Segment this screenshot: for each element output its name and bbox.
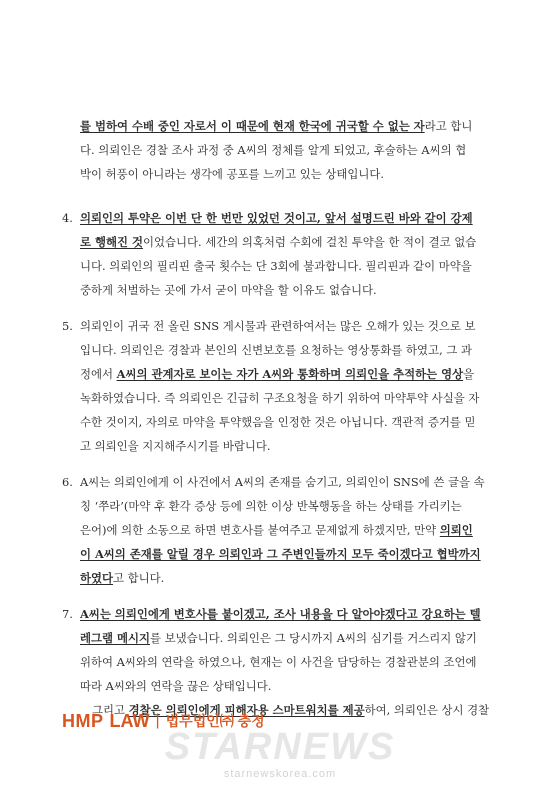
- emphasized-text: A씨는 의뢰인에게 변호사를 붙이겠고, 조사 내용을 다 알아야겠다고 강요하는 텔: [80, 607, 481, 621]
- emphasized-text: A씨의 관계자로 보이는 자가 A씨와 통화하며 의뢰인을 추적하는 영상: [116, 367, 464, 381]
- emphasized-text: 하였다: [80, 571, 114, 585]
- item-number: 6.: [62, 475, 73, 489]
- item-number: 7.: [62, 607, 73, 621]
- watermark-starnews: STARNEWS: [164, 726, 396, 768]
- item6-line-4: [80, 546, 481, 562]
- emphasized-text: 레그램 메시지: [80, 631, 150, 645]
- body-text: 은어)에 의한 소동으로 하면 변호사를 붙여주고 문제없게 하겠지만, 만약: [80, 523, 440, 537]
- logo-separator: |: [155, 712, 160, 729]
- body-text: 박이 허풍이 아니라는 생각에 공포를 느끼고 있는 상태입니다.: [80, 167, 385, 181]
- item7-line-4: [80, 678, 271, 694]
- body-text: 니다. 의뢰인의 필리핀 출국 횟수는 단 3회에 불과합니다. 필리핀과 같이 마약을: [80, 259, 472, 273]
- item6-line-1: [80, 474, 485, 490]
- item-number: 4.: [62, 211, 73, 225]
- item5-line-3: [80, 366, 474, 382]
- item7-line-3: [80, 654, 477, 670]
- body-text: 그리고: [92, 703, 129, 717]
- watermark-url: starnewskorea.com: [223, 768, 337, 780]
- body-text: 정에서: [80, 367, 117, 381]
- item4-line-3: [80, 258, 472, 274]
- body-text: 고 의뢰인을 지지해주시기를 바랍니다.: [80, 439, 271, 453]
- body-text: 다. 의뢰인은 경찰 조사 과정 중 A씨의 정체를 알게 되었고, 후술하는 A씨의 협: [80, 143, 467, 157]
- body-text: 이었습니다. 세간의 의혹처럼 수회에 걸친 투약을 한 적이 결코 없습: [142, 235, 477, 249]
- body-text: 따라 A씨와의 연락을 끊은 상태입니다.: [80, 679, 272, 693]
- item4-line-1: [80, 210, 473, 226]
- emphasized-text: 로 행해진 것: [80, 235, 143, 249]
- body-text: 의뢰인이 귀국 전 올린 SNS 게시물과 관련하여서는 많은 오해가 있는 것으로 보: [80, 319, 476, 333]
- intro-line-1: [80, 118, 472, 134]
- body-text: A씨는 의뢰인에게 이 사건에서 A씨의 존재를 숨기고, 의뢰인이 SNS에 쓴 글을 속: [80, 475, 485, 489]
- item7-line-1: [80, 606, 481, 622]
- logo-hmp-text: HMP: [62, 710, 104, 731]
- intro-line-2: [80, 142, 466, 158]
- body-text: 을: [463, 367, 475, 381]
- body-text: 고 합니다.: [113, 571, 165, 585]
- item-number: 5.: [62, 319, 73, 333]
- firm-logo: [62, 710, 265, 732]
- item4-line-2: [80, 234, 476, 250]
- intro-line-3: [80, 166, 384, 182]
- body-text: 를 보냈습니다. 의뢰인은 그 당시까지 A씨의 심기를 거스리지 않기: [150, 631, 477, 645]
- item5-line-1: [80, 318, 476, 334]
- body-text: 입니다. 의뢰인은 경찰과 본인의 신변보호를 요청하는 영상통화를 하였고, 그 과: [80, 343, 472, 357]
- item6-line-5: [80, 570, 164, 586]
- body-text: 녹화하였습니다. 즉 의뢰인은 긴급히 구조요청을 하기 위하여 마약투약 사실을 자: [80, 391, 480, 405]
- emphasized-text: 의뢰인: [439, 523, 473, 537]
- item5-line-4: [80, 390, 479, 406]
- body-text: 하여, 의뢰인은 상시 경찰: [364, 703, 490, 717]
- item7-line-2: [80, 630, 477, 646]
- body-text: 라고 합니: [424, 119, 473, 133]
- emphasized-text: 이 A씨의 존재를 알릴 경우 의뢰인과 그 주변인들까지 모두 죽이겠다고 협박까지: [80, 547, 481, 561]
- item5-line-6: [80, 438, 271, 454]
- emphasized-text: 를 범하여 수배 중인 자로서 이 때문에 현재 한국에 귀국할 수 없는 자: [80, 119, 425, 133]
- emphasized-text: 경찰은 의뢰인에게 피해자용 스마트워치를 제공: [128, 703, 365, 717]
- item5-line-5: [80, 414, 476, 430]
- body-text: 중하게 처벌하는 곳에 가서 굳이 마약을 할 이유도 없습니다.: [80, 283, 377, 297]
- body-text: 칭 ‘쭈라’(마약 후 환각 증상 등에 의한 이상 반복행동을 하는 상태를 가리키는: [80, 499, 462, 513]
- logo-korean-name: 법무법인㈜ 충정: [165, 713, 265, 729]
- item6-line-2: [80, 498, 462, 514]
- item6-line-3: [80, 522, 473, 538]
- item5-line-2: [80, 342, 472, 358]
- body-text: 수한 것이지, 자의로 마약을 투약했음을 인정한 것은 아닙니다. 객관적 증거를 믿: [80, 415, 476, 429]
- item4-line-4: [80, 282, 377, 298]
- logo-law-text: LAW: [109, 710, 150, 731]
- body-text: 위하여 A씨와의 연락을 하였으나, 현재는 이 사건을 담당하는 경찰관분의 조언에: [80, 655, 477, 669]
- emphasized-text: 의뢰인의 투약은 이번 단 한 번만 있었던 것이고, 앞서 설명드린 바와 같이 강제: [80, 211, 473, 225]
